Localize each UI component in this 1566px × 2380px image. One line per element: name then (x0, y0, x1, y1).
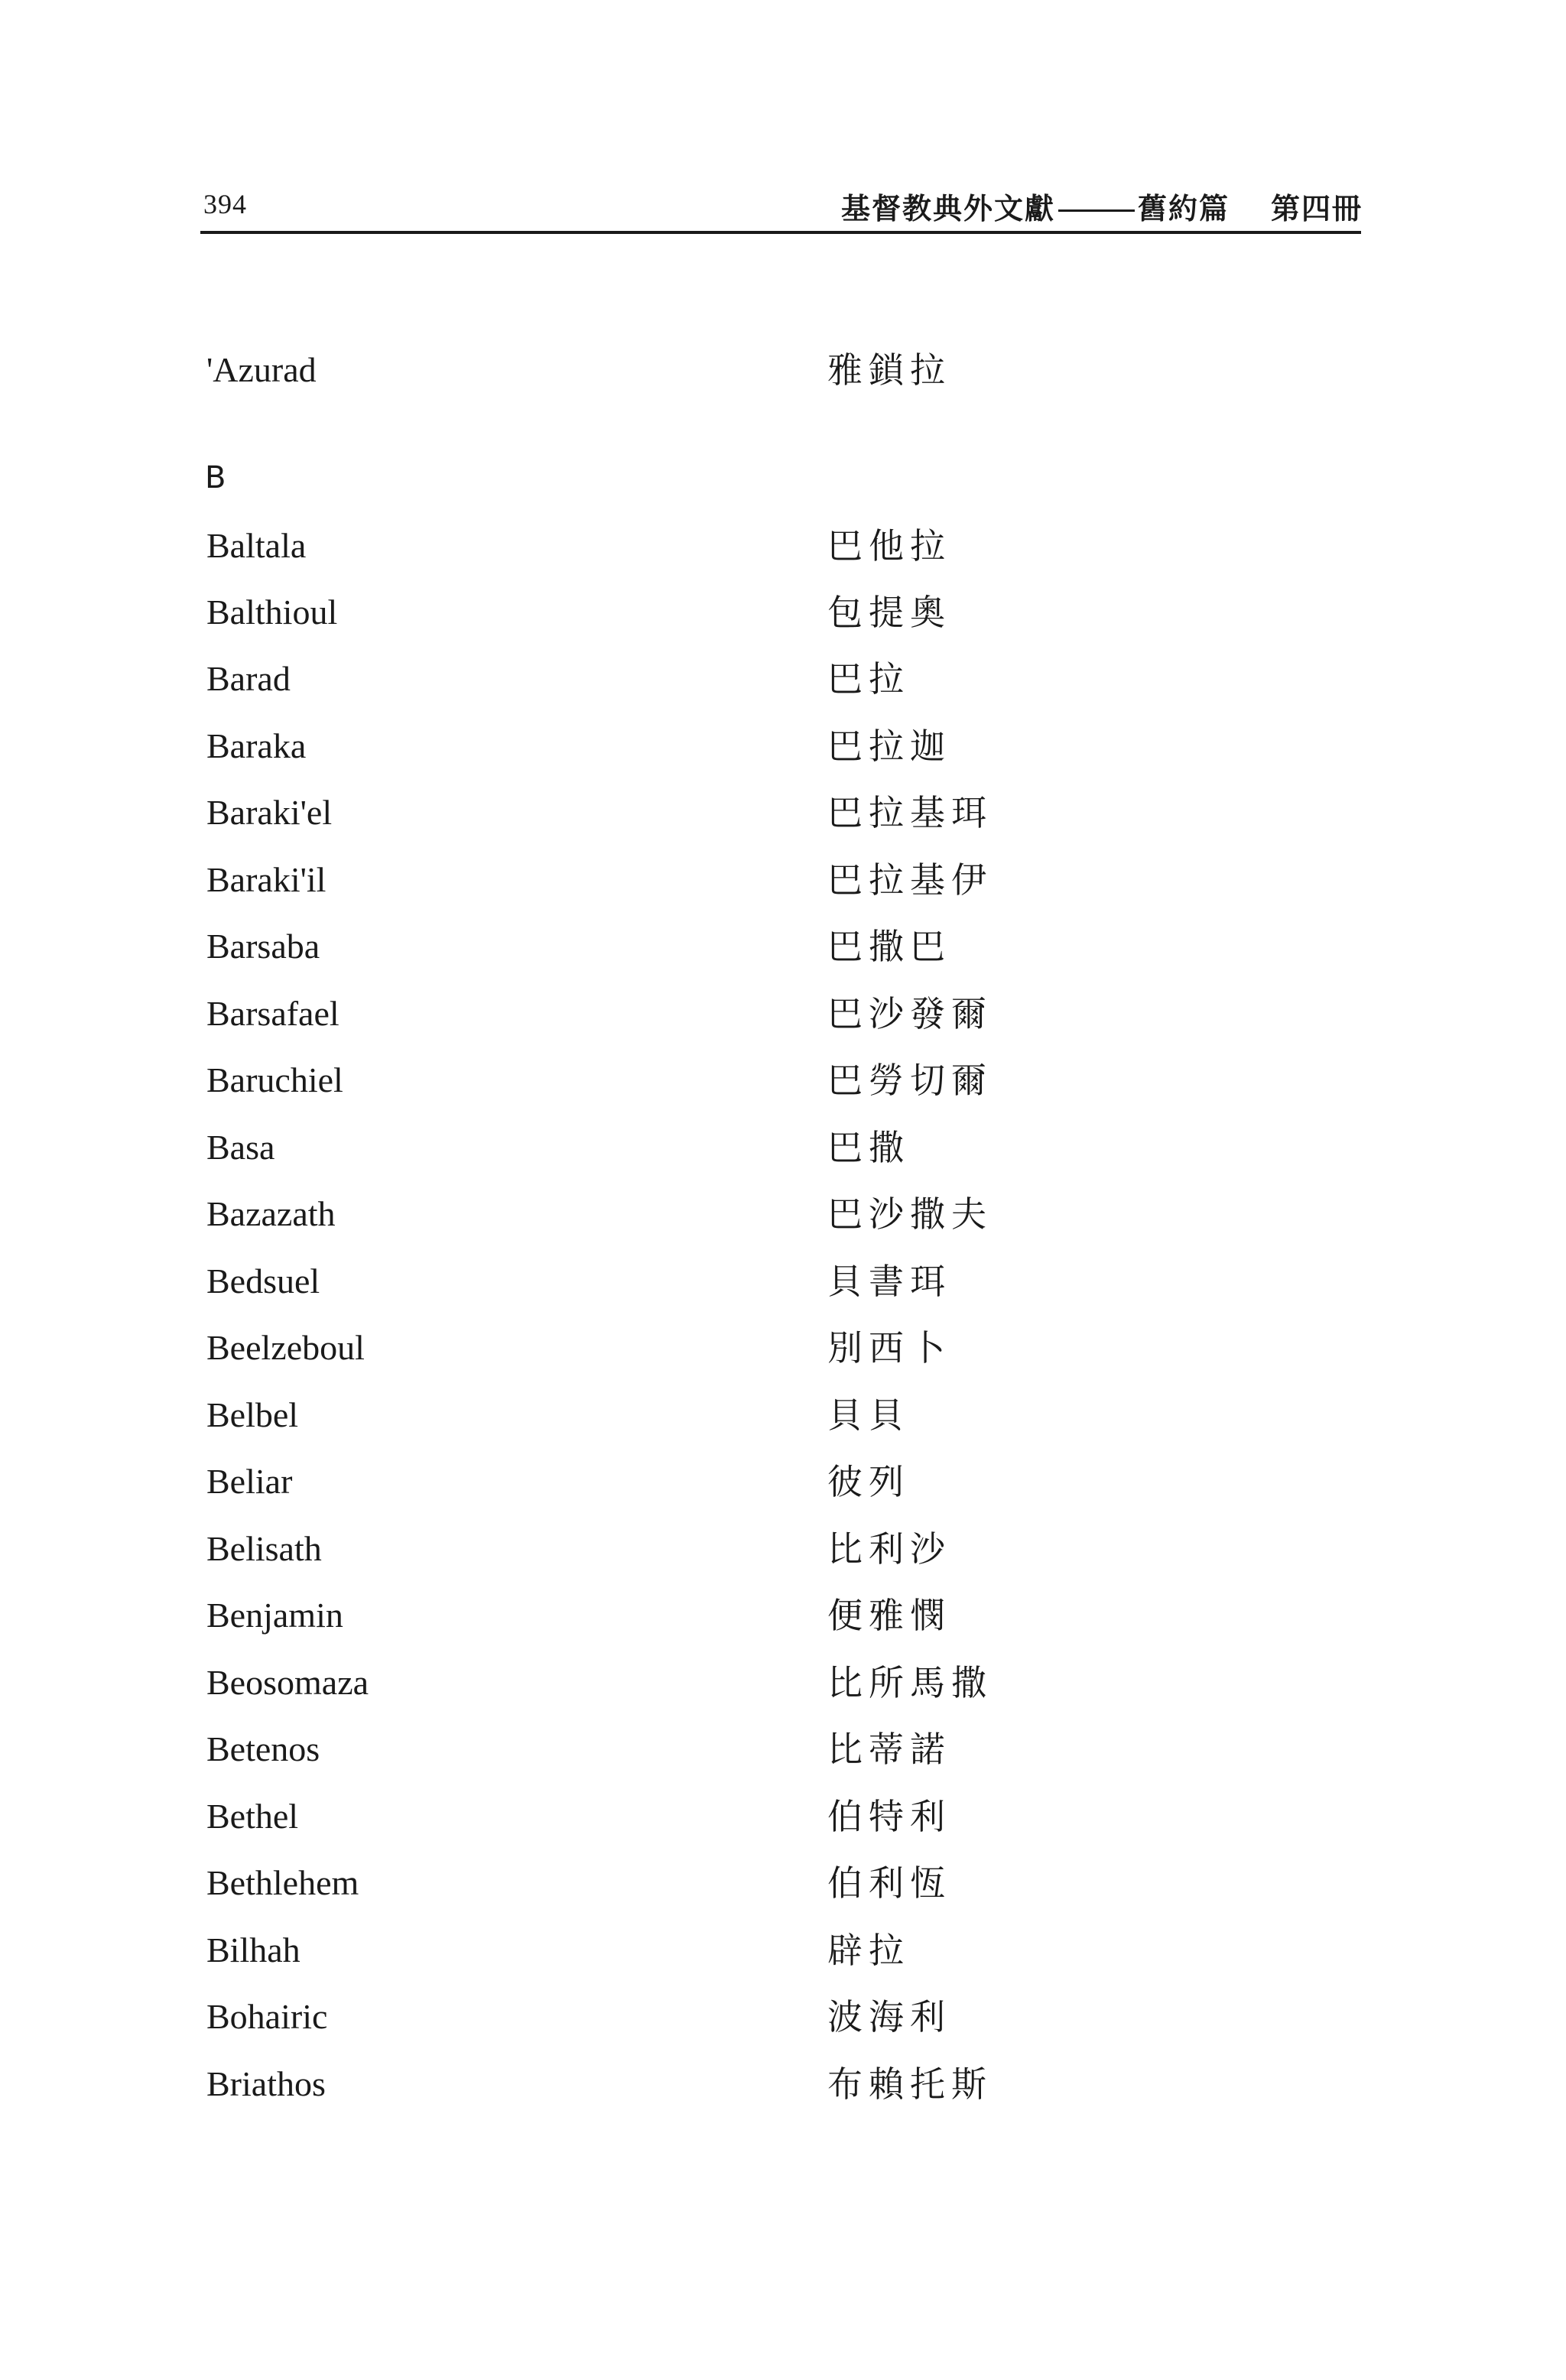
entry-chinese: 巴他拉 (827, 525, 951, 567)
list-item (0, 857, 1566, 918)
list-item (0, 2061, 1566, 2122)
entry-chinese: 布賴托斯 (827, 2063, 993, 2105)
list-item (0, 589, 1566, 651)
entry-english: Bazazath (206, 1194, 336, 1233)
list-item (0, 1994, 1566, 2055)
list-item (0, 1258, 1566, 1320)
entry-english: Bohairic (206, 1997, 328, 2036)
entry-english: Baraki'el (206, 793, 333, 832)
list-item (0, 523, 1566, 584)
list-item (0, 1459, 1566, 1520)
entry-chinese: 彼列 (827, 1461, 910, 1502)
entry-english: Baltala (206, 526, 307, 565)
subtitle: 舊約篇 (1137, 192, 1230, 226)
entry-chinese: 巴撒 (827, 1127, 910, 1168)
list-item (0, 1325, 1566, 1386)
entry-chinese: 別西卜 (827, 1327, 951, 1369)
entry-english: Beliar (206, 1462, 293, 1501)
entry-english: Betenos (206, 1729, 320, 1768)
list-item (0, 1125, 1566, 1186)
entry-english: Bilhah (206, 1930, 301, 1969)
list-item (0, 656, 1566, 717)
entry-english: Baruchiel (206, 1060, 343, 1099)
list-item (0, 1392, 1566, 1453)
entry-english: Basa (206, 1128, 275, 1167)
entry-english: 'Azurad (206, 350, 317, 389)
entry-english: Beelzeboul (206, 1328, 365, 1367)
page-number: 394 (203, 189, 247, 219)
entry-chinese: 包提奧 (827, 592, 951, 633)
lead-entry (0, 347, 1566, 408)
entry-chinese: 巴撒巴 (827, 926, 951, 967)
title-dash (1058, 209, 1135, 212)
entry-chinese: 比所馬撒 (827, 1662, 993, 1703)
series-title: 基督教典外文獻 (840, 192, 1055, 226)
list-item (0, 1726, 1566, 1787)
list-item (0, 1526, 1566, 1587)
entry-english: Bethlehem (206, 1863, 359, 1902)
entry-chinese: 伯特利 (827, 1796, 951, 1837)
entry-english: Barad (206, 659, 291, 698)
list-item (0, 924, 1566, 985)
header-rule (200, 231, 1361, 234)
section-letter: B (205, 460, 226, 495)
entry-english: Benjamin (206, 1596, 343, 1635)
volume: 第四冊 (1270, 192, 1363, 226)
entry-chinese: 巴沙撒夫 (827, 1193, 993, 1235)
list-item (0, 1927, 1566, 1989)
running-head (841, 185, 1363, 227)
list-item (0, 723, 1566, 784)
list-item (0, 1593, 1566, 1654)
entry-chinese: 巴拉 (827, 658, 910, 700)
entry-chinese: 波海利 (827, 1996, 951, 2037)
entry-chinese: 伯利恆 (827, 1862, 951, 1904)
entry-chinese: 巴沙發爾 (827, 993, 993, 1034)
entry-english: Baraki'il (206, 860, 327, 899)
entry-chinese: 雅鎖拉 (827, 349, 951, 391)
entry-english: Barsaba (206, 927, 320, 966)
entry-chinese: 巴勞切爾 (827, 1060, 993, 1101)
entry-chinese: 比蒂諾 (827, 1729, 951, 1770)
entry-chinese: 貝書珥 (827, 1261, 951, 1302)
entry-english: Balthioul (206, 593, 338, 632)
entry-english: Barsafael (206, 994, 340, 1033)
entry-english: Bedsuel (206, 1261, 320, 1300)
list-item (0, 1191, 1566, 1252)
entry-english: Belbel (206, 1395, 299, 1434)
entry-chinese: 貝貝 (827, 1395, 910, 1436)
entry-chinese: 巴拉基珥 (827, 792, 993, 833)
entry-english: Beosomaza (206, 1663, 369, 1702)
entry-chinese: 巴拉迦 (827, 726, 951, 767)
entry-chinese: 比利沙 (827, 1528, 951, 1570)
entry-chinese: 辟拉 (827, 1930, 910, 1971)
list-item (0, 1794, 1566, 1855)
list-item (0, 1860, 1566, 1921)
entry-chinese: 巴拉基伊 (827, 859, 993, 901)
list-item (0, 991, 1566, 1052)
entry-english: Baraka (206, 726, 307, 765)
list-item (0, 790, 1566, 851)
entry-chinese: 便雅憫 (827, 1595, 951, 1636)
entry-english: Briathos (206, 2064, 326, 2103)
entry-english: Belisath (206, 1529, 322, 1568)
entry-english: Bethel (206, 1797, 299, 1836)
list-item (0, 1057, 1566, 1119)
list-item (0, 1660, 1566, 1721)
